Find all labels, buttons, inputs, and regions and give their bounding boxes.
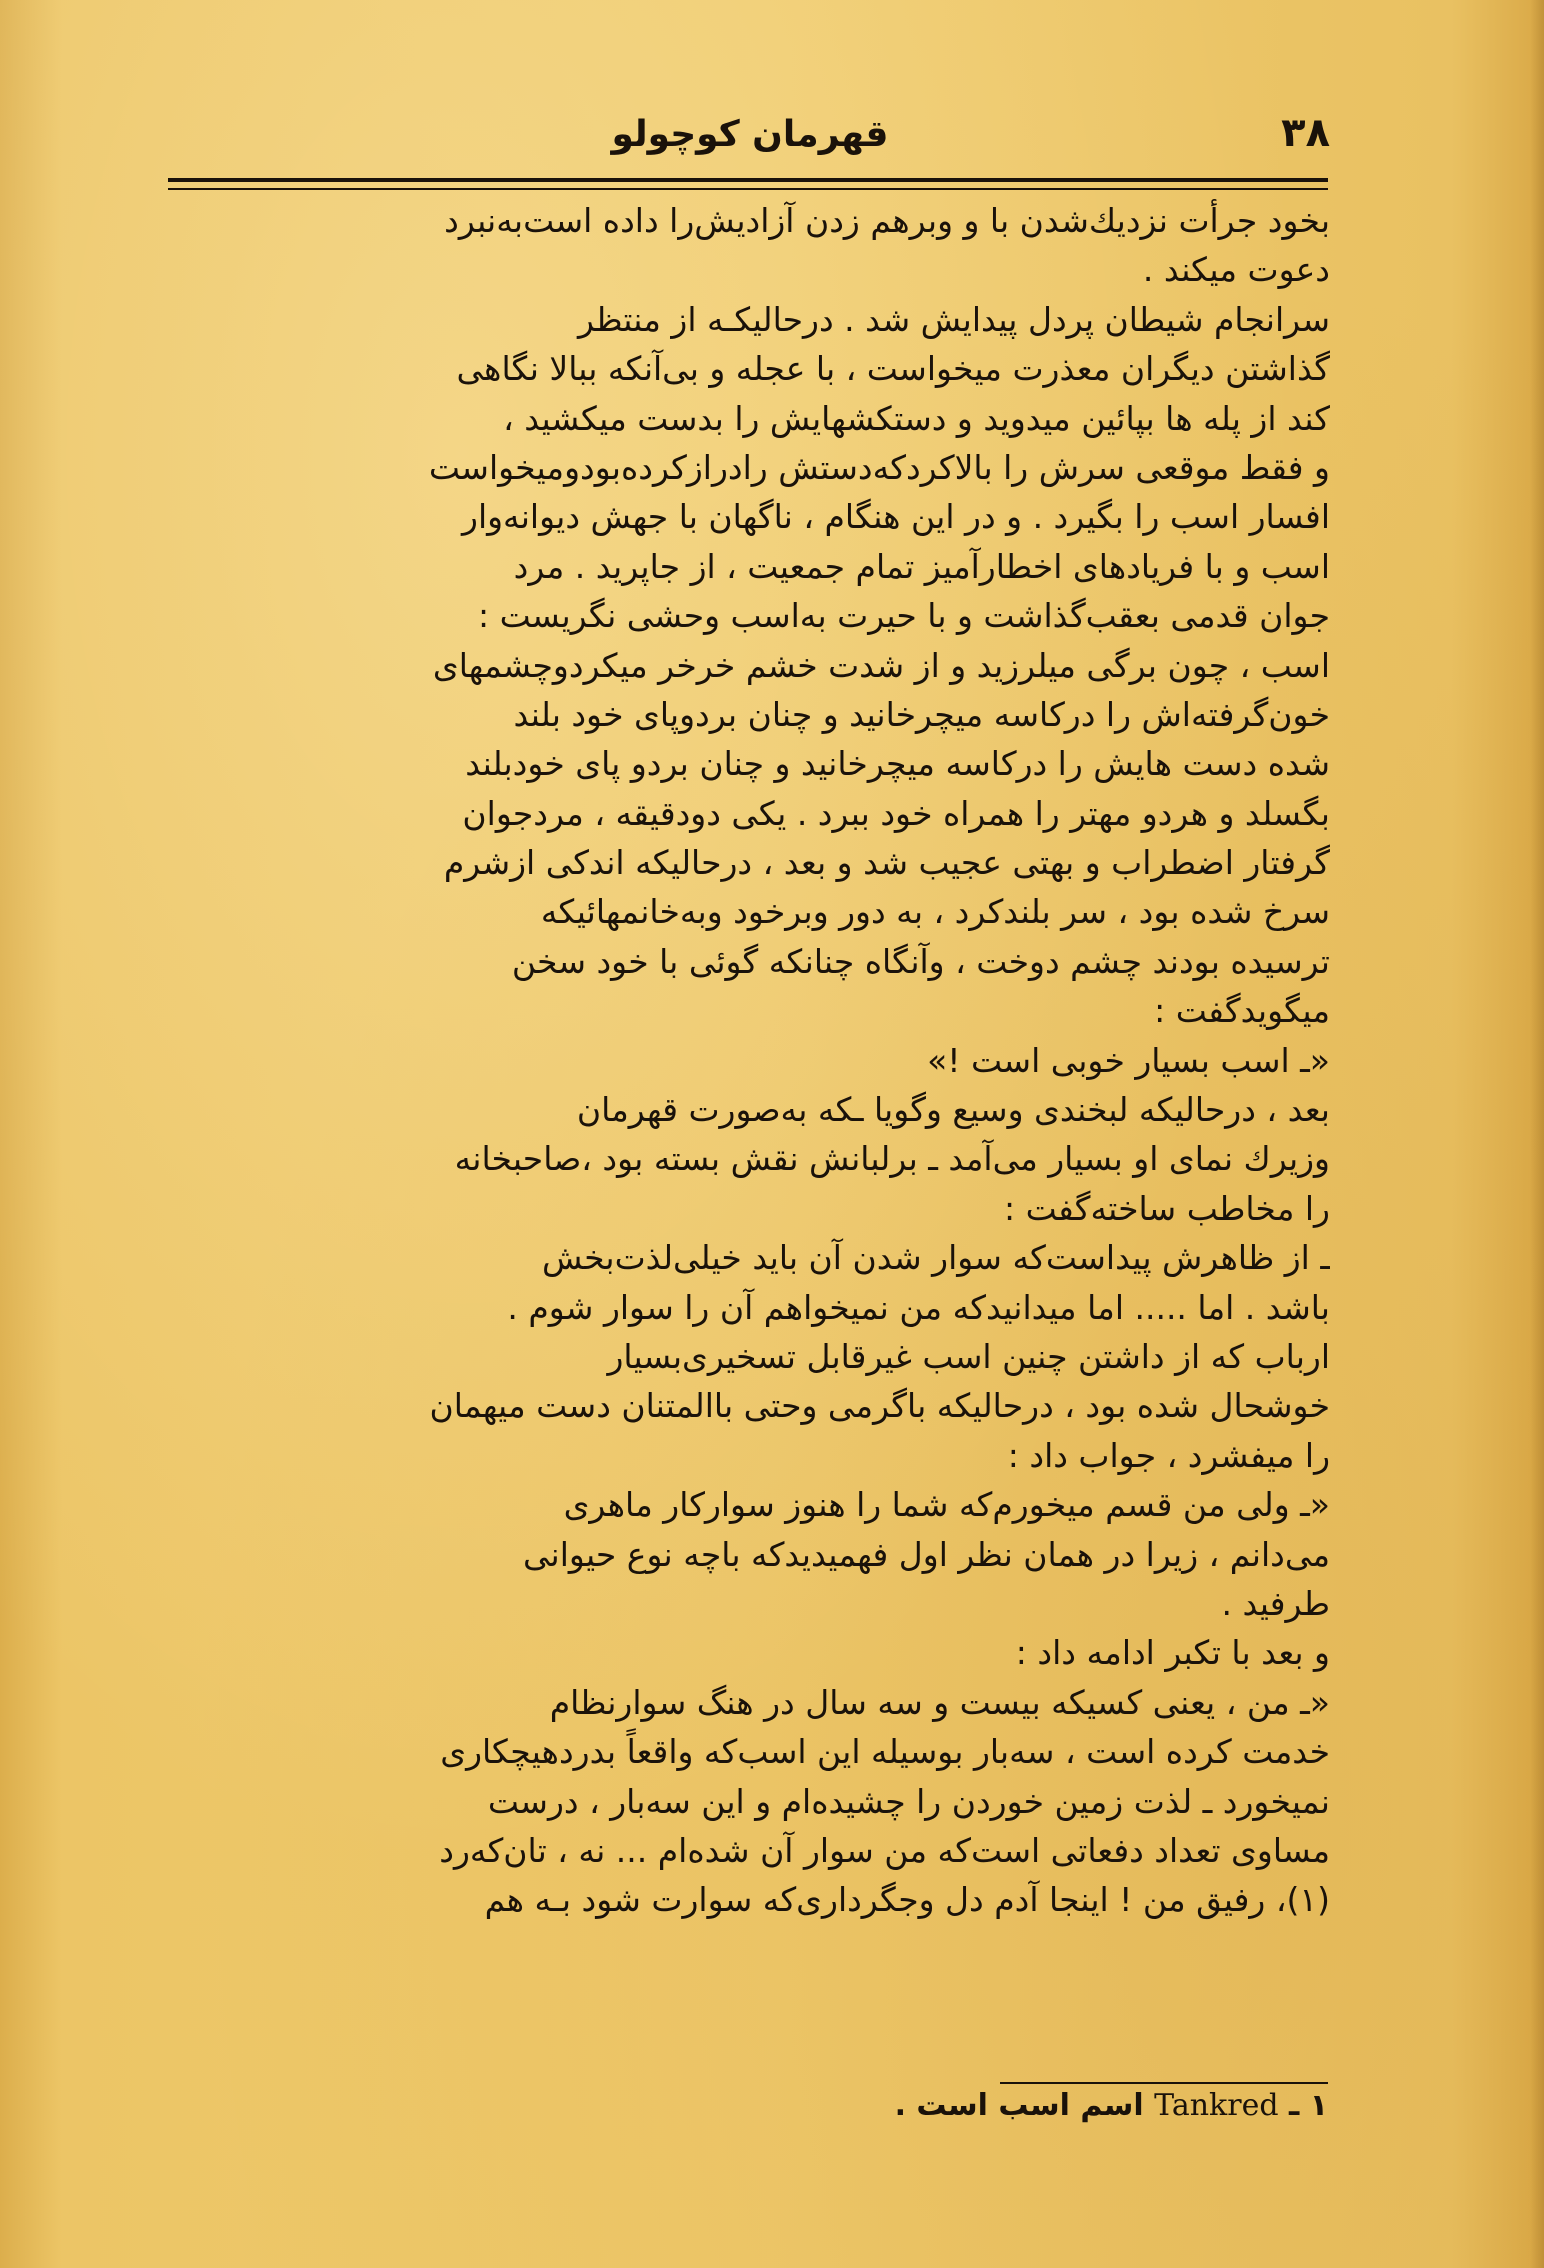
text-line: و بعد با تکبر ادامه داد : — [1015, 1633, 1330, 1673]
text-line: گرفتار اضطراب و بهتی عجیب شد و بعد ، درحالیکه اندکی ازشرم — [443, 843, 1330, 883]
text-line: گذاشتن دیگران معذرت میخواست ، با عجله و بی‌آنکه ببالا نگاهی — [456, 349, 1330, 389]
body-text — [170, 196, 1330, 1925]
text-line: وزیرك نمای او بسیار می‌آمد ـ برلبانش نقش بسته بود ،صاحبخانه — [454, 1139, 1330, 1179]
text-line: «ـ من ، یعنی کسیکه بیست و سه سال در هنگ سوارنظام — [549, 1682, 1330, 1722]
text-line: شده دست هایش را درکاسه میچرخانید و چنان بردو پای خودبلند — [465, 744, 1330, 784]
text-line: ـ از ظاهرش پیداست‌که سوار شدن آن باید خیلی‌لذت‌بخش — [542, 1238, 1330, 1278]
page-edge-shadow — [1530, 0, 1544, 2268]
footnote-latin-name: Tankred — [1154, 2088, 1279, 2123]
text-line: را مخاطب ساخته‌گفت : — [1004, 1188, 1330, 1228]
text-line: بعد ، درحالیکه لبخندی وسیع وگویا ـکه به‌صورت قهرمان — [576, 1090, 1330, 1130]
text-line: سرانجام شیطان پردل پیدایش شد . درحالیکـه از منتظر — [578, 299, 1330, 339]
text-line: کند از پله ها بپائین میدوید و دستکشهایش را بدست میکشید ، — [503, 398, 1330, 438]
text-line: ترسیده بودند چشم دوخت ، وآنگاه چنانکه گوئی با خود سخن — [511, 941, 1330, 981]
text-line: جوان قدمی بعقب‌گذاشت و با حیرت به‌اسب وحشی نگریست : — [478, 596, 1330, 636]
footnote — [700, 2088, 1328, 2123]
running-title: قهرمان کوچولو — [611, 114, 889, 155]
text-line: افسار اسب را بگیرد . و در این هنگام ، ناگهان با جهش دیوانه‌وار — [462, 497, 1330, 537]
text-line: و فقط موقعی سرش را بالاکردکه‌دستش رادرازکرده‌بودومیخواست — [428, 447, 1330, 487]
header-rule-thick — [168, 178, 1328, 182]
text-line: خوشحال شده بود ، درحالیکه باگرمی وحتی باالمتنان دست میهمان — [429, 1386, 1330, 1426]
text-line: می‌دانم ، زیرا در همان نظر اول فهمیدیدکه باچه نوع حیوانی — [523, 1534, 1330, 1574]
header-rule-thin — [168, 188, 1328, 190]
text-line: میگویدگفت : — [1154, 991, 1330, 1031]
footnote-text: اسم اسب است . — [894, 2088, 1144, 2123]
text-line: «ـ اسب بسیار خوبی است !» — [927, 1040, 1330, 1080]
text-line: بخود جرأت نزدیك‌شدن با و وبرهم زدن آزادیش‌را داده است‌به‌نبرد — [444, 201, 1330, 240]
text-line: ارباب که از داشتن چنین اسب غیرقابل تسخیری‌بسیار — [607, 1336, 1330, 1376]
text-line: دعوت میکند . — [1142, 250, 1330, 290]
text-line: (۱)، رفیق من ! اینجا آدم دل وجگرداری‌که سوارت شود بـه هم — [484, 1880, 1330, 1920]
footnote-number: ۱ ـ — [1288, 2088, 1328, 2123]
page-number: ۳۸ — [1281, 110, 1330, 156]
text-line: بگسلد و هردو مهتر را همراه خود ببرد . یکی دودقیقه ، مردجوان — [462, 793, 1330, 833]
text-line: را میفشرد ، جواب داد : — [1007, 1435, 1330, 1475]
text-line: مساوی تعداد دفعاتی است‌که من سوار آن شده‌ام ... نه ، تان‌که‌رد — [439, 1830, 1330, 1870]
text-line: نمیخورد ـ لذت زمین خوردن را چشیده‌ام و این سه‌بار ، درست — [487, 1781, 1330, 1821]
text-line: باشد . اما ..... اما میدانیدکه من نمیخواهم آن را سوار شوم . — [507, 1287, 1330, 1327]
text-line: «ـ ولی من قسم میخورم‌که شما را هنوز سوارکار ماهری — [563, 1485, 1330, 1525]
text-line: خون‌گرفته‌اش را درکاسه میچرخانید و چنان بردوپای خود بلند — [513, 694, 1330, 734]
text-line: خدمت کرده است ، سه‌بار بوسیله این اسب‌که واقعاً بدردهیچکاری — [440, 1732, 1330, 1772]
text-line: اسب ، چون برگی میلرزید و از شدت خشم خرخر میکردوچشمهای — [432, 645, 1330, 685]
page-header — [170, 110, 1330, 170]
text-line: سرخ شده بود ، سر بلندکرد ، به دور وبرخود وبه‌خانمهائیکه — [540, 892, 1330, 932]
text-line: طرفید . — [1221, 1583, 1330, 1623]
footnote-rule — [1000, 2082, 1328, 2084]
text-line: اسب و با فریادهای اخطارآمیز تمام جمعیت ، از جاپرید . مرد — [513, 546, 1330, 586]
